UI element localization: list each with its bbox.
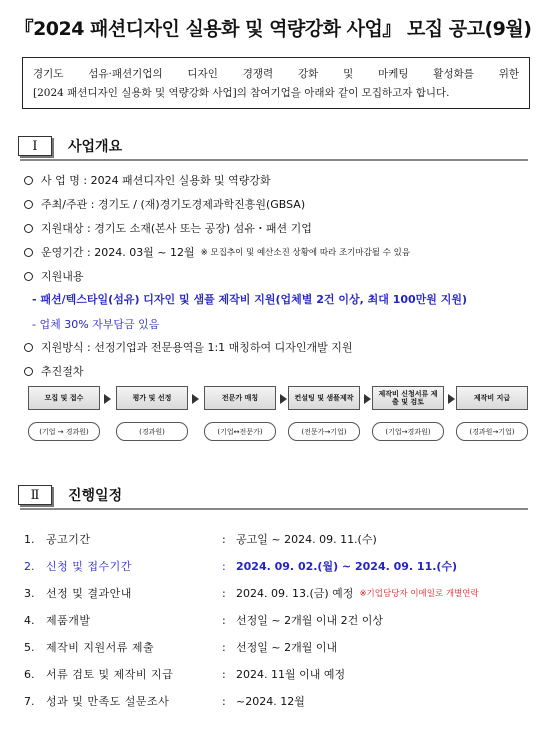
section-2-title: 진행일정: [68, 488, 123, 504]
schedule-num: 6.: [24, 667, 35, 681]
bullet-circle-icon: [24, 176, 33, 185]
schedule-row-highlight: [24, 557, 457, 575]
flow-step-title: 제작비 신청서류 제출 및 검토: [372, 386, 444, 410]
schedule-num: 4.: [24, 613, 35, 627]
arrow-right-icon: [192, 394, 199, 404]
bullet-circle-icon: [24, 200, 33, 209]
schedule-colon: :: [222, 586, 226, 600]
overview-item-method: [24, 339, 353, 355]
section-1-divider: [20, 159, 528, 161]
overview-item-process: [24, 363, 84, 379]
schedule-value: 공고일 ~ 2024. 09. 11.(수): [236, 533, 377, 546]
schedule-row: [24, 665, 345, 683]
section-1-header: [18, 135, 122, 157]
schedule-colon: :: [222, 532, 226, 546]
overview-text: 지원방식 : 선정기업과 전문용역을 1:1 매칭하여 디자인개발 지원: [41, 341, 353, 354]
schedule-row: [24, 584, 479, 602]
flow-step: [288, 386, 360, 441]
schedule-colon: :: [222, 667, 226, 681]
schedule-value: 선정일 ~ 2개월 이내 2건 이상: [236, 614, 383, 627]
schedule-label: 신청 및 접수기간: [46, 560, 132, 573]
schedule-colon: :: [222, 694, 226, 708]
arrow-right-icon: [364, 394, 371, 404]
schedule-colon: :: [222, 640, 226, 654]
support-detail-2: - 업체 30% 자부담금 있음: [32, 318, 160, 331]
overview-item-support: [24, 268, 84, 284]
bullet-circle-icon: [24, 224, 33, 233]
section-1-number: Ⅰ: [18, 136, 52, 156]
schedule-num: 3.: [24, 586, 35, 600]
schedule-row: [24, 692, 305, 710]
flow-step-title: 컨설팅 및 샘플제작: [288, 386, 360, 410]
overview-text: 운영기간 : 2024. 03월 ~ 12월: [41, 246, 195, 259]
arrow-right-icon: [280, 394, 287, 404]
schedule-num: 5.: [24, 640, 35, 654]
overview-text: 추진절차: [41, 365, 84, 378]
bullet-circle-icon: [24, 367, 33, 376]
flow-step-title: 평가 및 선정: [116, 386, 188, 410]
flow-step-title: 모집 및 접수: [28, 386, 100, 410]
schedule-colon: :: [222, 613, 226, 627]
schedule-row: [24, 611, 383, 629]
schedule-label: 제품개발: [46, 614, 91, 627]
flow-step-actor: (기업 → 경과원): [28, 422, 100, 441]
flow-step-title: 전문가 매칭: [204, 386, 276, 410]
schedule-value: ~2024. 12월: [236, 695, 305, 708]
arrow-right-icon: [448, 394, 455, 404]
bullet-circle-icon: [24, 272, 33, 281]
schedule-note: ※기업담당자 이메일로 개별연락: [359, 589, 479, 599]
support-detail-1: - 패션/텍스타일(섬유) 디자인 및 샘플 제작비 지원(업체별 2건 이상, 최대 100만원 지원): [32, 293, 468, 306]
flow-step-actor: (기업→경과원): [372, 422, 444, 441]
schedule-value: 2024. 11월 이내 예정: [236, 668, 346, 681]
section-2-number: Ⅱ: [18, 485, 52, 505]
overview-item-target: [24, 220, 312, 236]
intro-line-1: 경기도 섬유·패션기업의 디자인 경쟁력 강화 및 마케팅 활성화를 위한: [33, 68, 519, 80]
overview-text: 지원대상 : 경기도 소재(본사 또는 공장) 섬유・패션 기업: [41, 222, 312, 235]
schedule-row: [24, 638, 337, 656]
overview-item-host: [24, 196, 305, 212]
flow-step-actor: (전문가→기업): [288, 422, 360, 441]
flow-step-actor: (경과원→기업): [456, 422, 528, 441]
intro-box: [22, 57, 530, 109]
overview-text: 사 업 명 : 2024 패션디자인 실용화 및 역량강화: [41, 174, 271, 187]
schedule-label: 성과 및 만족도 설문조사: [46, 695, 170, 708]
schedule-num: 1.: [24, 532, 35, 546]
section-2-divider: [20, 508, 528, 510]
section-1-title: 사업개요: [68, 139, 123, 155]
schedule-num: 2.: [24, 559, 35, 573]
arrow-right-icon: [104, 394, 111, 404]
overview-text: 지원내용: [41, 270, 84, 283]
schedule-label: 공고기간: [46, 533, 91, 546]
flow-step-actor: (기업↔전문가): [204, 422, 276, 441]
flow-step-actor: (경과원): [116, 422, 188, 441]
intro-line-2: [2024 패션디자인 실용화 및 역량강화 사업]의 참여기업을 아래와 같이 모집하고자 합니다.: [33, 87, 450, 99]
schedule-row: [24, 530, 377, 548]
flow-step: [204, 386, 276, 441]
overview-text: 주최/주관 : 경기도 / (재)경기도경제과학진흥원(GBSA): [41, 198, 306, 211]
schedule-label: 제작비 지원서류 제출: [46, 641, 155, 654]
schedule-label: 선정 및 결과안내: [46, 587, 132, 600]
flow-step: [456, 386, 528, 441]
schedule-value: 선정일 ~ 2개월 이내: [236, 641, 338, 654]
process-flow: [28, 386, 528, 448]
flow-step: [28, 386, 100, 441]
overview-item-name: [24, 172, 271, 188]
schedule-label: 서류 검토 및 제작비 지급: [46, 668, 174, 681]
bullet-circle-icon: [24, 248, 33, 257]
flow-step: [372, 386, 444, 441]
flow-step: [116, 386, 188, 441]
period-note: ※ 모집추이 및 예산소진 상황에 따라 조기마감될 수 있음: [200, 248, 411, 258]
section-2-header: [18, 484, 122, 506]
schedule-num: 7.: [24, 694, 35, 708]
flow-step-title: 제작비 지급: [456, 386, 528, 410]
page-title: 『2024 패션디자인 실용화 및 역량강화 사업』 모집 공고(9월): [14, 18, 532, 40]
bullet-circle-icon: [24, 343, 33, 352]
schedule-value: 2024. 09. 02.(월) ~ 2024. 09. 11.(수): [236, 560, 458, 573]
schedule-value: 2024. 09. 13.(금) 예정: [236, 587, 354, 600]
schedule-colon: :: [222, 559, 226, 573]
overview-item-period: [24, 244, 410, 260]
